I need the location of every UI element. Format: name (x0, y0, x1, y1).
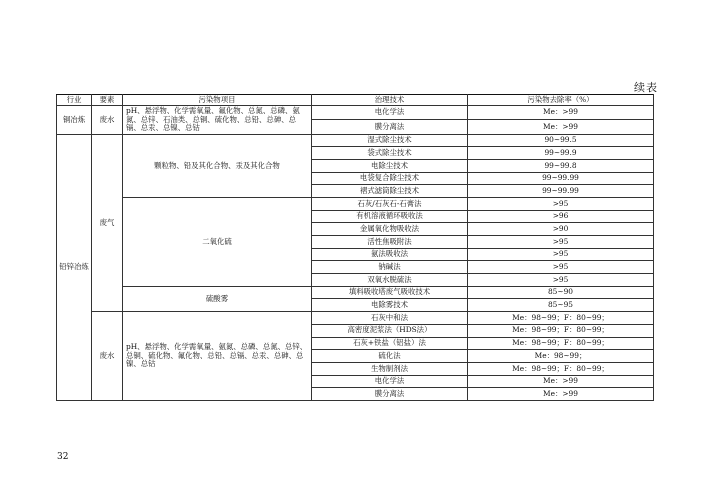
technology-cell: 双氧水脱硫法 (312, 274, 468, 287)
technology-cell: 电除雾技术 (312, 299, 468, 312)
technology-cell: 石灰/石灰石-石膏法 (312, 197, 468, 210)
removal-rate-cell: Me：98~99； (468, 350, 654, 363)
pollutant-cell: 硫酸雾 (123, 286, 312, 311)
pollutant-cell: pH、悬浮物、化学需氧量、氟化物、总氮、总磷、氨氮、总锌、石油类、总铜、硫化物、总铅、总砷、总镉、总汞、总镍、总钴 (123, 106, 312, 135)
removal-rate-cell: >96 (468, 210, 654, 223)
removal-rate-cell: >90 (468, 223, 654, 236)
table-row (57, 134, 654, 147)
removal-rate-cell: 85~95 (468, 299, 654, 312)
technology-cell: 电除尘技术 (312, 159, 468, 172)
removal-rate-cell: Me：98~99；F：80~99； (468, 362, 654, 375)
pollutant-cell: 二氧化硫 (123, 197, 312, 286)
technology-cell: 填料吸收塔废气吸收技术 (312, 286, 468, 299)
technology-cell: 活性焦吸附法 (312, 236, 468, 249)
removal-rate-cell: 99~99.8 (468, 159, 654, 172)
technology-cell: 电化学法 (312, 106, 468, 120)
table-row (57, 286, 654, 299)
header-element: 要素 (92, 95, 123, 106)
industry-cell: 铅锌冶炼 (57, 134, 92, 400)
technology-cell: 硫化法 (312, 350, 468, 363)
technology-cell: 电袋复合除尘技术 (312, 172, 468, 185)
technology-cell: 膜分离法 (312, 388, 468, 401)
removal-rate-cell: 90~99.5 (468, 134, 654, 147)
technology-cell: 金属氧化物吸收法 (312, 223, 468, 236)
removal-rate-cell: >95 (468, 236, 654, 249)
technology-cell: 生物制剂法 (312, 362, 468, 375)
table-row (57, 106, 654, 120)
industry-cell: 铜冶炼 (57, 106, 92, 135)
removal-rate-cell: Me：>99 (468, 375, 654, 388)
element-cell: 废气 (92, 134, 123, 312)
header-technology: 治理技术 (312, 95, 468, 106)
technology-cell: 电化学法 (312, 375, 468, 388)
continued-label: 续表 (634, 81, 658, 94)
technology-cell: 氨法吸收法 (312, 248, 468, 261)
technology-cell: 膜分离法 (312, 120, 468, 134)
removal-rate-cell: Me：98~99；F：80~99； (468, 337, 654, 350)
pollution-control-table (56, 94, 654, 401)
removal-rate-cell: Me：98~99；F：80~99； (468, 324, 654, 337)
page-number: 32 (57, 452, 69, 462)
pollutant-cell: pH、悬浮物、化学需氧量、氨氮、总磷、总氮、总锌、总铜、硫化物、氟化物、总铅、总镉、总汞、总砷、总镍、总钴 (123, 312, 312, 401)
table-row (57, 197, 654, 210)
removal-rate-cell: >95 (468, 248, 654, 261)
removal-rate-cell: 85~90 (468, 286, 654, 299)
header-pollutant: 污染物项目 (123, 95, 312, 106)
pollutant-cell: 颗粒物、铅及其化合物、汞及其化合物 (123, 134, 312, 197)
table-row (57, 312, 654, 325)
removal-rate-cell: Me：98~99；F：80~99； (468, 312, 654, 325)
removal-rate-cell: >95 (468, 261, 654, 274)
technology-cell: 有机溶液循环吸收法 (312, 210, 468, 223)
technology-cell: 石灰+铁盐（铝盐）法 (312, 337, 468, 350)
technology-cell: 高密度泥浆法（HDS法） (312, 324, 468, 337)
removal-rate-cell: >95 (468, 197, 654, 210)
technology-cell: 湿式除尘技术 (312, 134, 468, 147)
header-removal-rate: 污染物去除率（%） (468, 95, 654, 106)
removal-rate-cell: Me：>99 (468, 106, 654, 120)
element-cell: 废水 (92, 312, 123, 401)
header-industry: 行业 (57, 95, 92, 106)
removal-rate-cell: 99~99.9 (468, 147, 654, 160)
technology-cell: 褶式滤筒除尘技术 (312, 185, 468, 198)
technology-cell: 钠碱法 (312, 261, 468, 274)
header-row (57, 95, 654, 106)
removal-rate-cell: 99~99.99 (468, 172, 654, 185)
removal-rate-cell: >95 (468, 274, 654, 287)
technology-cell: 石灰中和法 (312, 312, 468, 325)
removal-rate-cell: Me：>99 (468, 388, 654, 401)
element-cell: 废水 (92, 106, 123, 135)
technology-cell: 袋式除尘技术 (312, 147, 468, 160)
removal-rate-cell: Me：>99 (468, 120, 654, 134)
removal-rate-cell: 99~99.99 (468, 185, 654, 198)
